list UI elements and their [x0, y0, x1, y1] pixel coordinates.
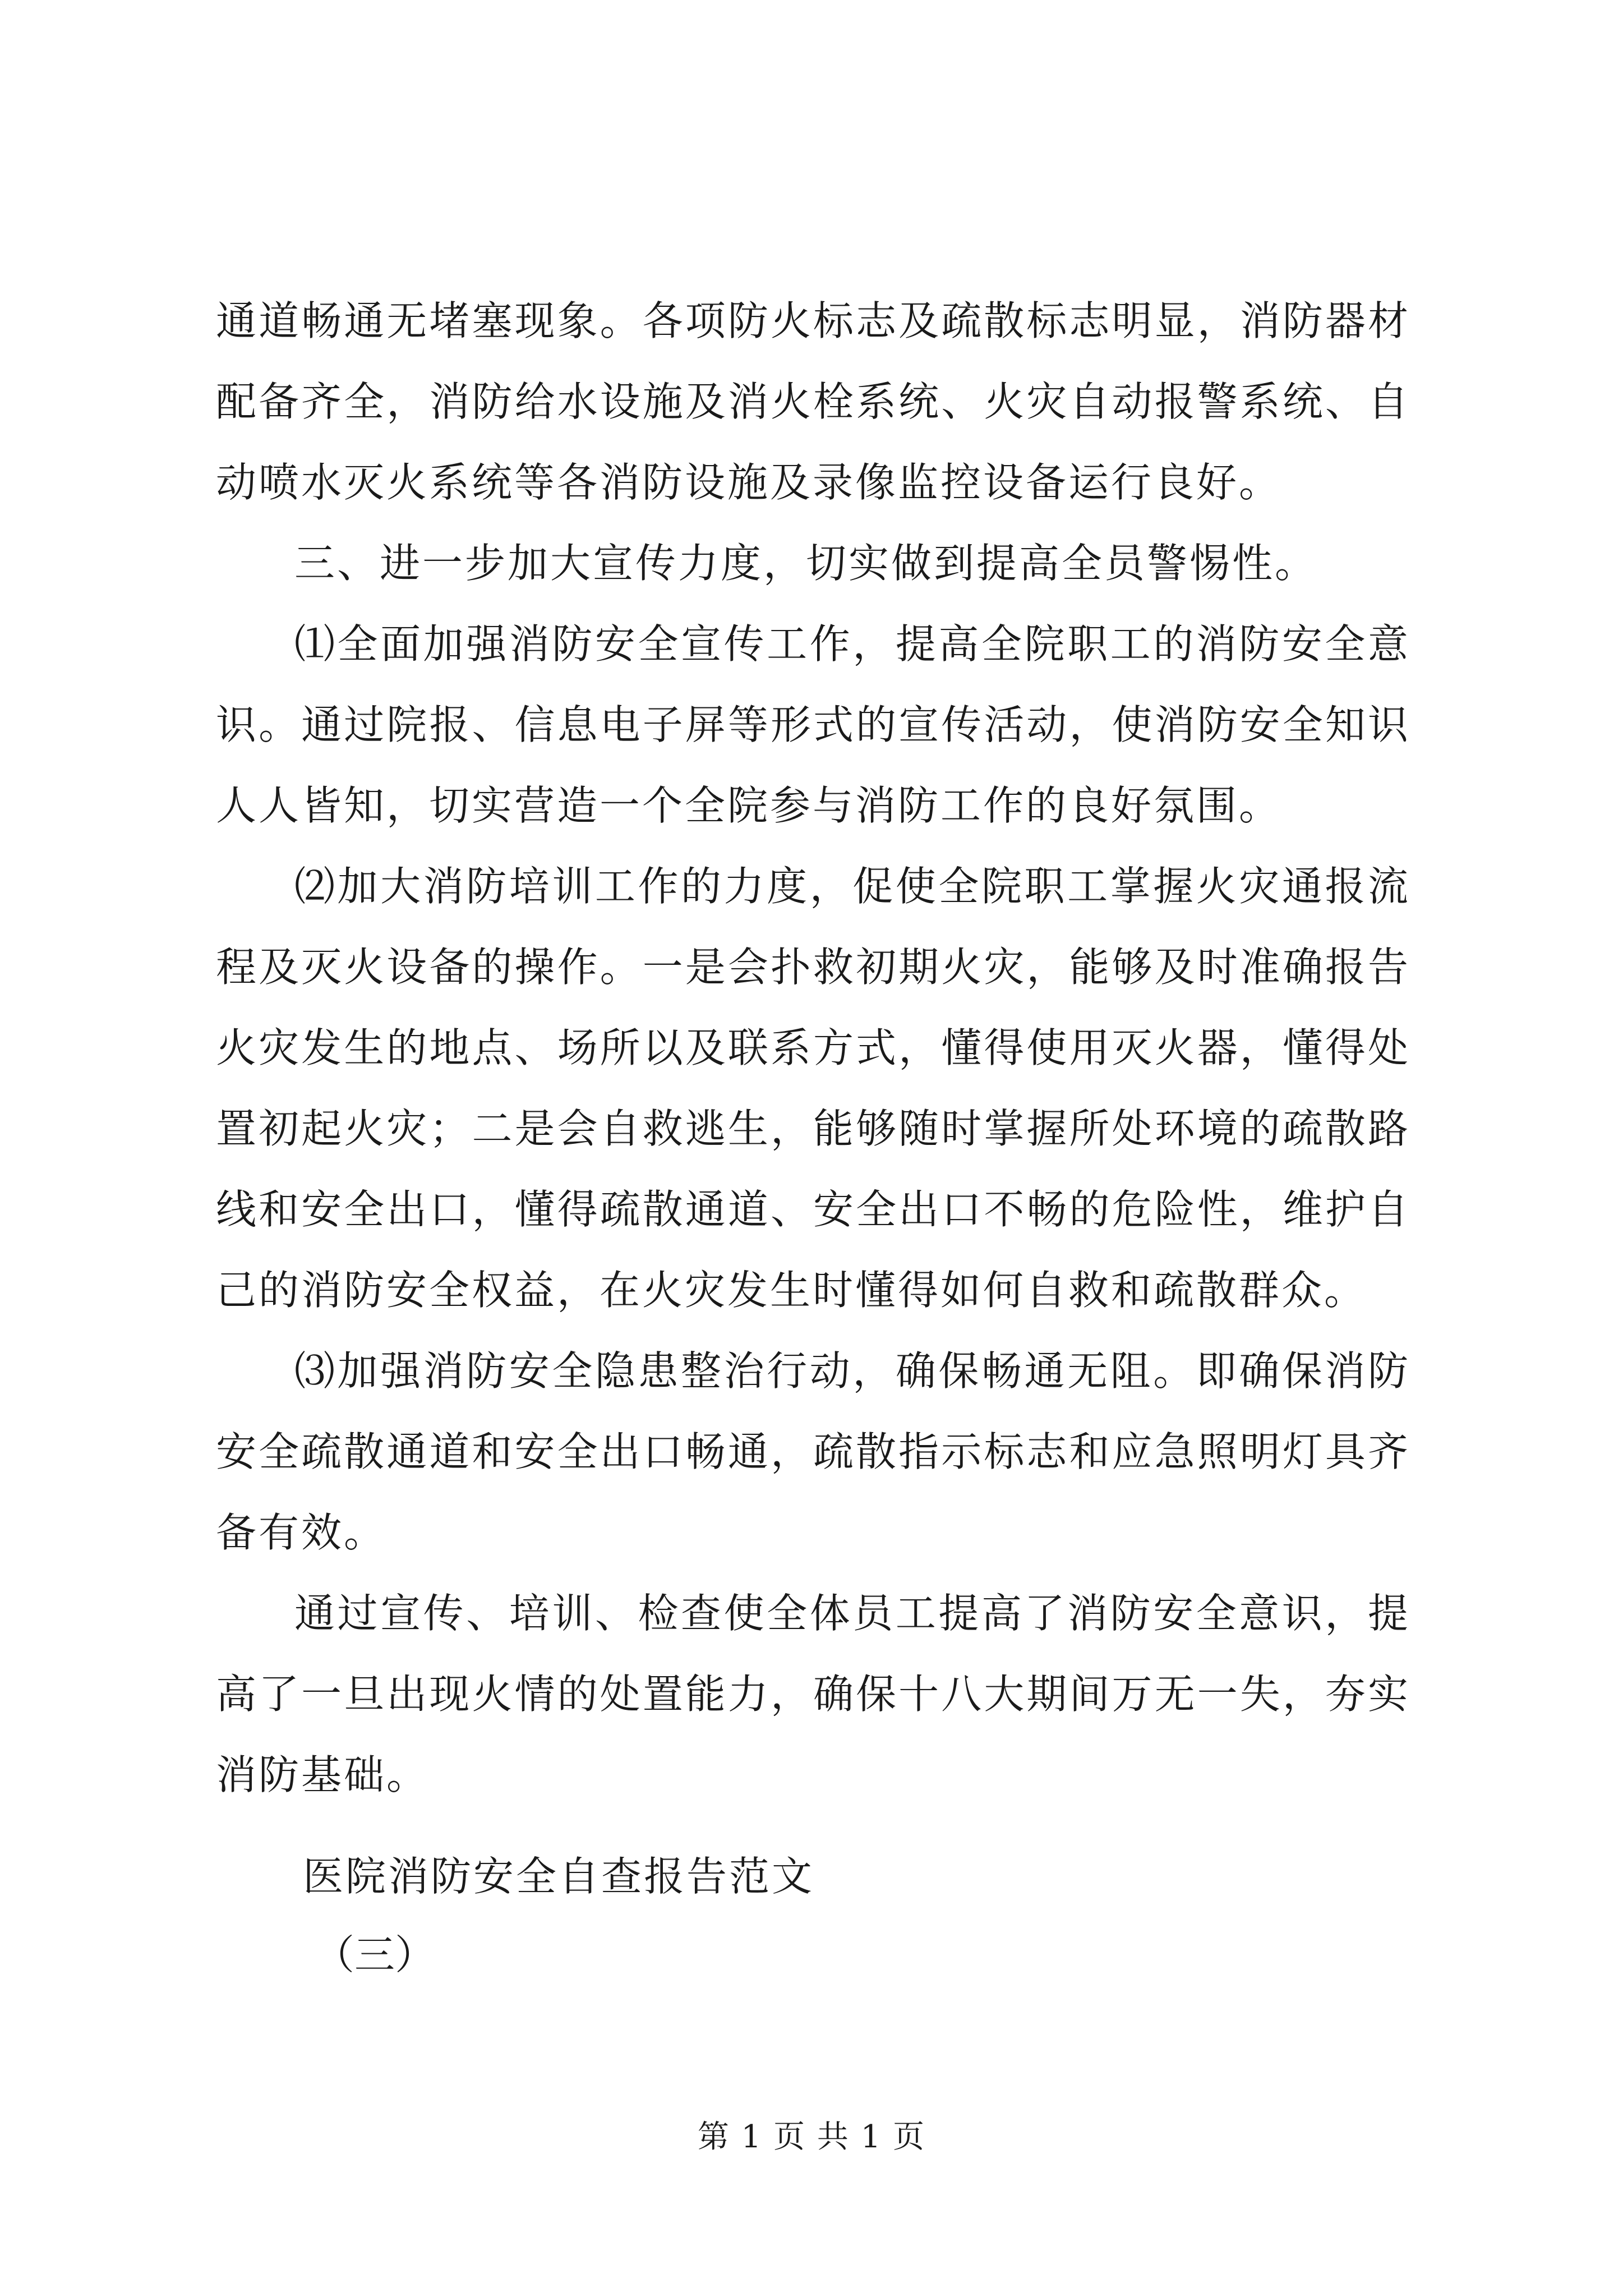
paragraph-item-2: ⑵加大消防培训工作的力度，促使全院职工掌握火灾通报流程及灭火设备的操作。一是会扑救初期火灾，能够及时准确报告火灾发生的地点、场所以及联系方式，懂得使用灭火器，懂得处置初起火灾；二是会自救逃生，能够随时掌握所处环境的疏散路线和安全出口，懂得疏散通道、安全出口不畅的危险性，维护自己的消防安全权益，在火灾发生时懂得如何自救和疏散群众。: [216, 863, 1410, 1314]
section-mark: （三）: [314, 1931, 436, 1978]
page-footer: 第 1 页 共 1 页: [697, 2119, 926, 2155]
document-title: 医院消防安全自查报告范文: [303, 1853, 815, 1900]
paragraph-summary: 通过宣传、培训、检查使全体员工提高了消防安全意识，提高了一旦出现火情的处置能力，确保十八大期间万无一失，夯实消防基础。: [216, 1590, 1410, 1798]
body-text: [216, 280, 1410, 1815]
paragraph-item-1: ⑴全面加强消防安全宣传工作，提高全院职工的消防安全意识。通过院报、信息电子屏等形式的宣传活动，使消防安全知识人人皆知，切实营造一个全院参与消防工作的良好氛围。: [216, 620, 1410, 829]
paragraph-continuation: 通道畅通无堵塞现象。各项防火标志及疏散标志明显，消防器材配备齐全，消防给水设施及消火栓系统、火灾自动报警系统、自动喷水灭火系统等各消防设施及录像监控设备运行良好。: [216, 297, 1410, 506]
section-heading-three: 三、进一步加大宣传力度，切实做到提高全员警惕性。: [294, 540, 1318, 587]
paragraph-item-3: ⑶加强消防安全隐患整治行动，确保畅通无阻。即确保消防安全疏散通道和安全出口畅通，疏散指示标志和应急照明灯具齐备有效。: [216, 1347, 1410, 1556]
